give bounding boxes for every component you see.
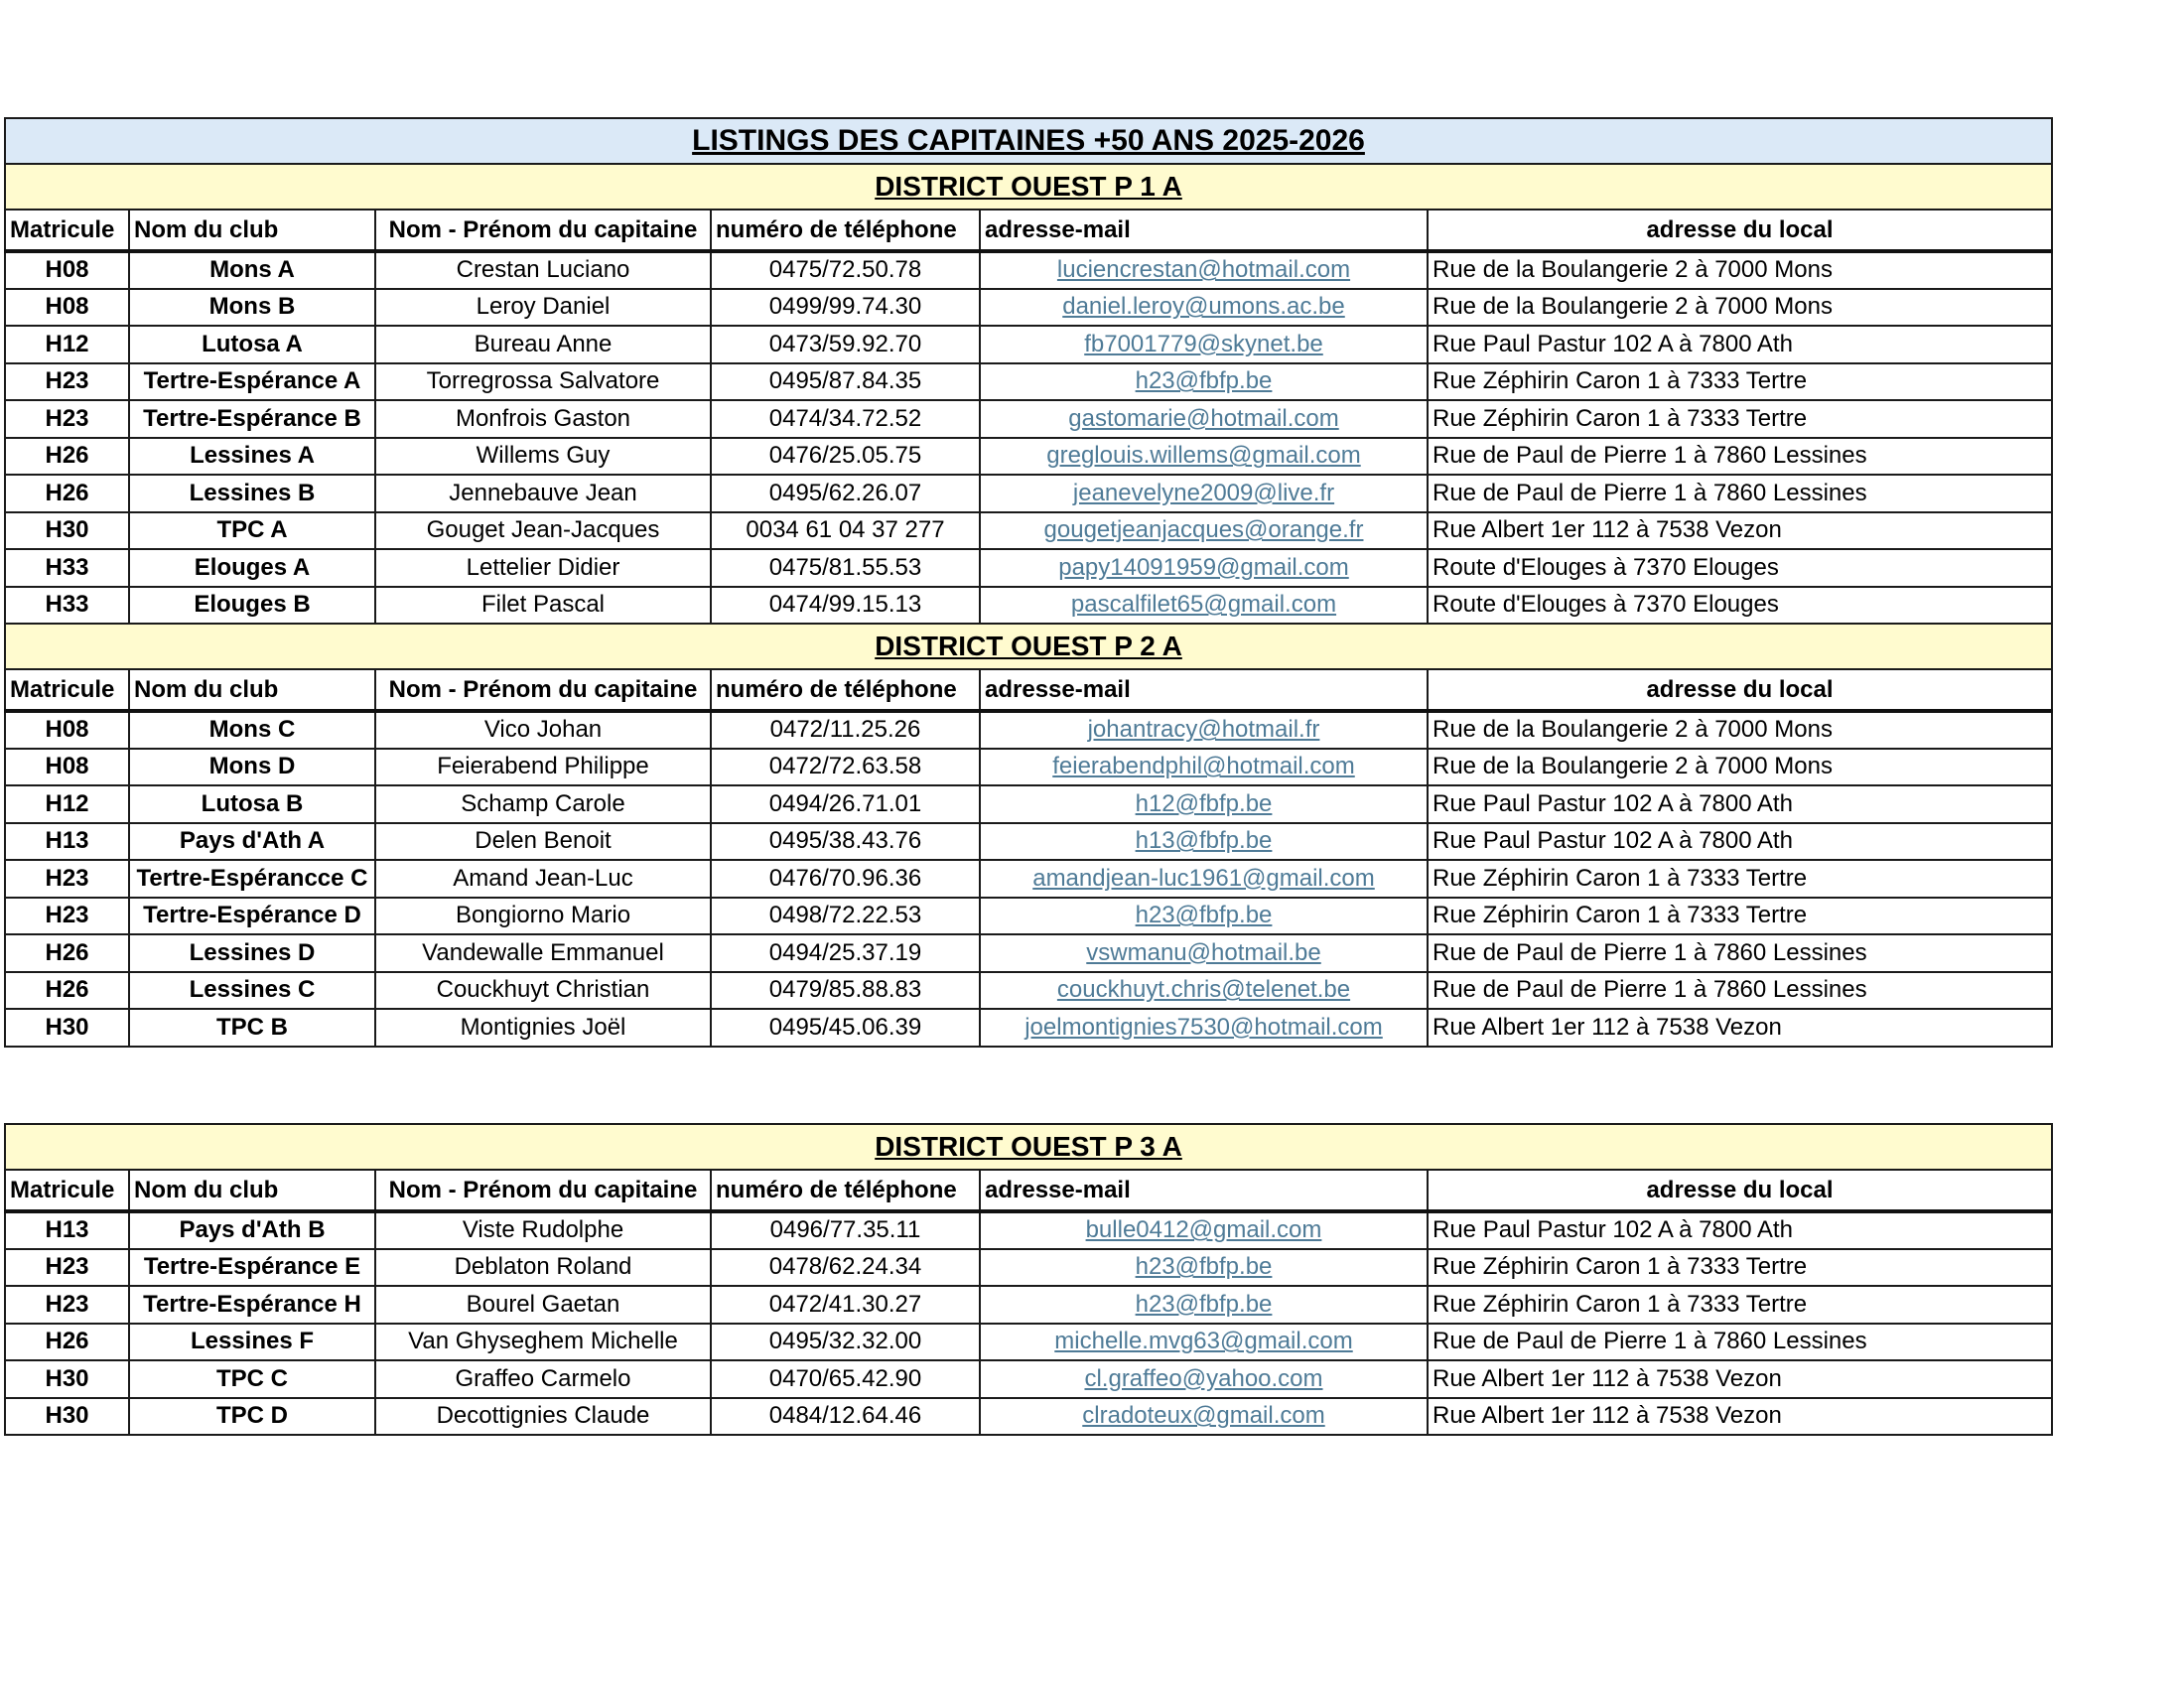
address-cell: Rue de la Boulangerie 2 à 7000 Mons (1428, 289, 2052, 327)
address-cell: Rue de la Boulangerie 2 à 7000 Mons (1428, 749, 2052, 786)
club-cell: TPC B (129, 1009, 375, 1047)
phone-cell: 0474/34.72.52 (711, 400, 980, 438)
email-cell (980, 363, 1428, 401)
matricule-cell: H08 (5, 251, 129, 289)
email-cell (980, 934, 1428, 972)
captains-table-p1-p2 (4, 117, 2053, 1048)
address-cell: Route d'Elouges à 7370 Elouges (1428, 587, 2052, 625)
email-link[interactable]: feierabendphil@hotmail.com (1052, 753, 1355, 780)
captain-cell: Bourel Gaetan (375, 1286, 711, 1324)
header-captain: Nom - Prénom du capitaine (375, 669, 711, 711)
matricule-cell: H23 (5, 363, 129, 401)
matricule-cell: H23 (5, 1249, 129, 1287)
address-cell: Rue Zéphirin Caron 1 à 7333 Tertre (1428, 400, 2052, 438)
captains-table-p3 (4, 1123, 2053, 1436)
phone-cell: 0494/26.71.01 (711, 785, 980, 823)
table-row (5, 1286, 2052, 1324)
email-link[interactable]: johantracy@hotmail.fr (1087, 716, 1320, 744)
address-cell: Rue Paul Pastur 102 A à 7800 Ath (1428, 823, 2052, 861)
matricule-cell: H26 (5, 934, 129, 972)
captain-cell: Deblaton Roland (375, 1249, 711, 1287)
address-cell: Rue Zéphirin Caron 1 à 7333 Tertre (1428, 1286, 2052, 1324)
email-link[interactable]: gastomarie@hotmail.com (1068, 404, 1339, 432)
club-cell: Pays d'Ath A (129, 823, 375, 861)
phone-cell: 0470/65.42.90 (711, 1360, 980, 1398)
column-header-row (5, 669, 2052, 711)
header-phone: numéro de téléphone (711, 210, 980, 251)
district-title: DISTRICT OUEST P 2 A (5, 624, 2052, 669)
matricule-cell: H23 (5, 400, 129, 438)
captain-cell: Filet Pascal (375, 587, 711, 625)
email-link[interactable]: couckhuyt.chris@telenet.be (1056, 976, 1351, 1004)
email-link[interactable]: h23@fbfp.be (1135, 1253, 1273, 1281)
matricule-cell: H23 (5, 1286, 129, 1324)
address-cell: Rue de Paul de Pierre 1 à 7860 Lessines (1428, 1324, 2052, 1361)
header-phone: numéro de téléphone (711, 1170, 980, 1211)
club-cell: TPC C (129, 1360, 375, 1398)
club-cell: Tertre-Espérancce C (129, 860, 375, 898)
phone-cell: 0499/99.74.30 (711, 289, 980, 327)
club-cell: Tertre-Espérance E (129, 1249, 375, 1287)
phone-cell: 0498/72.22.53 (711, 898, 980, 935)
club-cell: Pays d'Ath B (129, 1211, 375, 1249)
email-cell (980, 1009, 1428, 1047)
matricule-cell: H08 (5, 711, 129, 749)
club-cell: Lessines A (129, 438, 375, 476)
email-link[interactable]: gougetjeanjacques@orange.fr (1043, 516, 1364, 544)
captain-cell: Van Ghyseghem Michelle (375, 1324, 711, 1361)
email-cell (980, 289, 1428, 327)
captain-cell: Willems Guy (375, 438, 711, 476)
club-cell: Mons A (129, 251, 375, 289)
email-cell (980, 823, 1428, 861)
table-row (5, 1360, 2052, 1398)
table-row (5, 785, 2052, 823)
matricule-cell: H30 (5, 512, 129, 550)
phone-cell: 0495/45.06.39 (711, 1009, 980, 1047)
email-link[interactable]: h12@fbfp.be (1135, 789, 1273, 817)
club-cell: Mons B (129, 289, 375, 327)
email-link[interactable]: clradoteux@gmail.com (1082, 1402, 1325, 1430)
email-cell (980, 711, 1428, 749)
table-row (5, 1009, 2052, 1047)
table-row (5, 587, 2052, 625)
address-cell: Rue Albert 1er 112 à 7538 Vezon (1428, 1398, 2052, 1436)
club-cell: TPC A (129, 512, 375, 550)
email-cell (980, 1249, 1428, 1287)
email-cell (980, 1211, 1428, 1249)
header-email: adresse-mail (980, 1170, 1428, 1211)
header-club: Nom du club (129, 669, 375, 711)
phone-cell: 0472/11.25.26 (711, 711, 980, 749)
phone-cell: 0495/38.43.76 (711, 823, 980, 861)
captain-cell: Couckhuyt Christian (375, 972, 711, 1010)
club-cell: Tertre-Espérance A (129, 363, 375, 401)
phone-cell: 0034 61 04 37 277 (711, 512, 980, 550)
email-cell (980, 549, 1428, 587)
club-cell: Mons C (129, 711, 375, 749)
header-phone: numéro de téléphone (711, 669, 980, 711)
table-row (5, 475, 2052, 512)
phone-cell: 0474/99.15.13 (711, 587, 980, 625)
column-header-row (5, 210, 2052, 251)
header-address: adresse du local (1428, 669, 2052, 711)
table-row (5, 326, 2052, 363)
district-title: DISTRICT OUEST P 1 A (5, 164, 2052, 210)
email-link[interactable]: bulle0412@gmail.com (1085, 1216, 1322, 1244)
phone-cell: 0475/81.55.53 (711, 549, 980, 587)
phone-cell: 0496/77.35.11 (711, 1211, 980, 1249)
email-cell (980, 438, 1428, 476)
matricule-cell: H13 (5, 1211, 129, 1249)
phone-cell: 0472/72.63.58 (711, 749, 980, 786)
email-cell (980, 400, 1428, 438)
phone-cell: 0476/70.96.36 (711, 860, 980, 898)
table-row (5, 823, 2052, 861)
phone-cell: 0479/85.88.83 (711, 972, 980, 1010)
captain-cell: Graffeo Carmelo (375, 1360, 711, 1398)
column-header-row (5, 1170, 2052, 1211)
table-row (5, 1211, 2052, 1249)
phone-cell: 0476/25.05.75 (711, 438, 980, 476)
matricule-cell: H33 (5, 549, 129, 587)
table-row (5, 711, 2052, 749)
email-cell (980, 785, 1428, 823)
captain-cell: Amand Jean-Luc (375, 860, 711, 898)
address-cell: Rue Paul Pastur 102 A à 7800 Ath (1428, 785, 2052, 823)
club-cell: Lessines F (129, 1324, 375, 1361)
email-link[interactable]: luciencrestan@hotmail.com (1056, 256, 1351, 284)
email-cell (980, 749, 1428, 786)
matricule-cell: H23 (5, 860, 129, 898)
district-title-row (5, 164, 2052, 210)
club-cell: TPC D (129, 1398, 375, 1436)
club-cell: Elouges A (129, 549, 375, 587)
address-cell: Rue de Paul de Pierre 1 à 7860 Lessines (1428, 972, 2052, 1010)
table-row (5, 438, 2052, 476)
captain-cell: Leroy Daniel (375, 289, 711, 327)
email-link[interactable]: pascalfilet65@gmail.com (1070, 591, 1337, 619)
email-link[interactable]: h23@fbfp.be (1135, 367, 1273, 395)
email-cell (980, 587, 1428, 625)
header-matricule: Matricule (5, 669, 129, 711)
email-link[interactable]: daniel.leroy@umons.ac.be (1062, 293, 1345, 321)
table-row (5, 898, 2052, 935)
club-cell: Mons D (129, 749, 375, 786)
header-matricule: Matricule (5, 1170, 129, 1211)
matricule-cell: H12 (5, 785, 129, 823)
club-cell: Lutosa B (129, 785, 375, 823)
matricule-cell: H33 (5, 587, 129, 625)
table-row (5, 934, 2052, 972)
table-row (5, 1398, 2052, 1436)
email-link[interactable]: vswmanu@hotmail.be (1086, 938, 1321, 966)
captain-cell: Gouget Jean-Jacques (375, 512, 711, 550)
captain-cell: Lettelier Didier (375, 549, 711, 587)
phone-cell: 0484/12.64.46 (711, 1398, 980, 1436)
header-club: Nom du club (129, 1170, 375, 1211)
header-captain: Nom - Prénom du capitaine (375, 1170, 711, 1211)
captain-cell: Viste Rudolphe (375, 1211, 711, 1249)
address-cell: Rue Albert 1er 112 à 7538 Vezon (1428, 1360, 2052, 1398)
header-email: adresse-mail (980, 669, 1428, 711)
matricule-cell: H12 (5, 326, 129, 363)
club-cell: Lutosa A (129, 326, 375, 363)
matricule-cell: H08 (5, 749, 129, 786)
email-link[interactable]: cl.graffeo@yahoo.com (1084, 1364, 1323, 1392)
address-cell: Rue Albert 1er 112 à 7538 Vezon (1428, 512, 2052, 550)
captain-cell: Feierabend Philippe (375, 749, 711, 786)
district-title: DISTRICT OUEST P 3 A (5, 1124, 2052, 1170)
club-cell: Tertre-Espérance H (129, 1286, 375, 1324)
captain-cell: Monfrois Gaston (375, 400, 711, 438)
captain-cell: Jennebauve Jean (375, 475, 711, 512)
matricule-cell: H08 (5, 289, 129, 327)
table-row (5, 860, 2052, 898)
captain-cell: Crestan Luciano (375, 251, 711, 289)
district-title-row (5, 1124, 2052, 1170)
matricule-cell: H30 (5, 1398, 129, 1436)
captain-cell: Torregrossa Salvatore (375, 363, 711, 401)
sheet-title-row (5, 118, 2052, 164)
table-row (5, 749, 2052, 786)
matricule-cell: H26 (5, 475, 129, 512)
address-cell: Rue Albert 1er 112 à 7538 Vezon (1428, 1009, 2052, 1047)
table-row (5, 549, 2052, 587)
matricule-cell: H26 (5, 1324, 129, 1361)
club-cell: Tertre-Espérance B (129, 400, 375, 438)
captain-cell: Schamp Carole (375, 785, 711, 823)
phone-cell: 0494/25.37.19 (711, 934, 980, 972)
table-row (5, 251, 2052, 289)
email-cell (980, 475, 1428, 512)
matricule-cell: H30 (5, 1009, 129, 1047)
email-cell (980, 326, 1428, 363)
matricule-cell: H23 (5, 898, 129, 935)
email-cell (980, 1398, 1428, 1436)
email-link[interactable]: michelle.mvg63@gmail.com (1054, 1328, 1353, 1355)
phone-cell: 0495/62.26.07 (711, 475, 980, 512)
matricule-cell: H26 (5, 972, 129, 1010)
table-row (5, 400, 2052, 438)
phone-cell: 0473/59.92.70 (711, 326, 980, 363)
email-cell (980, 898, 1428, 935)
phone-cell: 0475/72.50.78 (711, 251, 980, 289)
email-link[interactable]: h23@fbfp.be (1135, 902, 1273, 929)
email-cell (980, 972, 1428, 1010)
address-cell: Rue Zéphirin Caron 1 à 7333 Tertre (1428, 860, 2052, 898)
address-cell: Rue de Paul de Pierre 1 à 7860 Lessines (1428, 438, 2052, 476)
club-cell: Tertre-Espérance D (129, 898, 375, 935)
table-row (5, 1249, 2052, 1287)
header-club: Nom du club (129, 210, 375, 251)
table-row (5, 512, 2052, 550)
captain-cell: Vico Johan (375, 711, 711, 749)
captain-cell: Delen Benoit (375, 823, 711, 861)
address-cell: Rue de la Boulangerie 2 à 7000 Mons (1428, 251, 2052, 289)
header-matricule: Matricule (5, 210, 129, 251)
email-cell (980, 860, 1428, 898)
address-cell: Rue de la Boulangerie 2 à 7000 Mons (1428, 711, 2052, 749)
captain-cell: Bureau Anne (375, 326, 711, 363)
address-cell: Route d'Elouges à 7370 Elouges (1428, 549, 2052, 587)
table-row (5, 1324, 2052, 1361)
email-cell (980, 251, 1428, 289)
club-cell: Lessines D (129, 934, 375, 972)
captain-cell: Decottignies Claude (375, 1398, 711, 1436)
captain-cell: Bongiorno Mario (375, 898, 711, 935)
address-cell: Rue Zéphirin Caron 1 à 7333 Tertre (1428, 898, 2052, 935)
email-link[interactable]: greglouis.willems@gmail.com (1046, 442, 1361, 470)
district-title-row (5, 624, 2052, 669)
email-cell (980, 1286, 1428, 1324)
table-row (5, 363, 2052, 401)
email-link[interactable]: h13@fbfp.be (1135, 827, 1273, 855)
sheet-title: LISTINGS DES CAPITAINES +50 ANS 2025-2026 (5, 118, 2052, 164)
email-link[interactable]: amandjean-luc1961@gmail.com (1032, 864, 1375, 892)
club-cell: Lessines C (129, 972, 375, 1010)
email-cell (980, 512, 1428, 550)
phone-cell: 0495/87.84.35 (711, 363, 980, 401)
email-cell (980, 1324, 1428, 1361)
email-cell (980, 1360, 1428, 1398)
email-link[interactable]: papy14091959@gmail.com (1058, 553, 1349, 581)
captain-cell: Vandewalle Emmanuel (375, 934, 711, 972)
email-link[interactable]: h23@fbfp.be (1135, 1290, 1273, 1318)
address-cell: Rue de Paul de Pierre 1 à 7860 Lessines (1428, 475, 2052, 512)
address-cell: Rue Zéphirin Caron 1 à 7333 Tertre (1428, 363, 2052, 401)
header-address: adresse du local (1428, 210, 2052, 251)
phone-cell: 0495/32.32.00 (711, 1324, 980, 1361)
address-cell: Rue Paul Pastur 102 A à 7800 Ath (1428, 1211, 2052, 1249)
matricule-cell: H26 (5, 438, 129, 476)
email-link[interactable]: fb7001779@skynet.be (1084, 330, 1323, 357)
address-cell: Rue de Paul de Pierre 1 à 7860 Lessines (1428, 934, 2052, 972)
header-email: adresse-mail (980, 210, 1428, 251)
table-row (5, 972, 2052, 1010)
header-captain: Nom - Prénom du capitaine (375, 210, 711, 251)
phone-cell: 0472/41.30.27 (711, 1286, 980, 1324)
header-address: adresse du local (1428, 1170, 2052, 1211)
email-link[interactable]: joelmontignies7530@hotmail.com (1024, 1013, 1383, 1041)
captain-cell: Montignies Joël (375, 1009, 711, 1047)
club-cell: Elouges B (129, 587, 375, 625)
table-row (5, 289, 2052, 327)
email-link[interactable]: jeanevelyne2009@live.fr (1072, 479, 1335, 506)
matricule-cell: H13 (5, 823, 129, 861)
phone-cell: 0478/62.24.34 (711, 1249, 980, 1287)
address-cell: Rue Zéphirin Caron 1 à 7333 Tertre (1428, 1249, 2052, 1287)
address-cell: Rue Paul Pastur 102 A à 7800 Ath (1428, 326, 2052, 363)
club-cell: Lessines B (129, 475, 375, 512)
matricule-cell: H30 (5, 1360, 129, 1398)
